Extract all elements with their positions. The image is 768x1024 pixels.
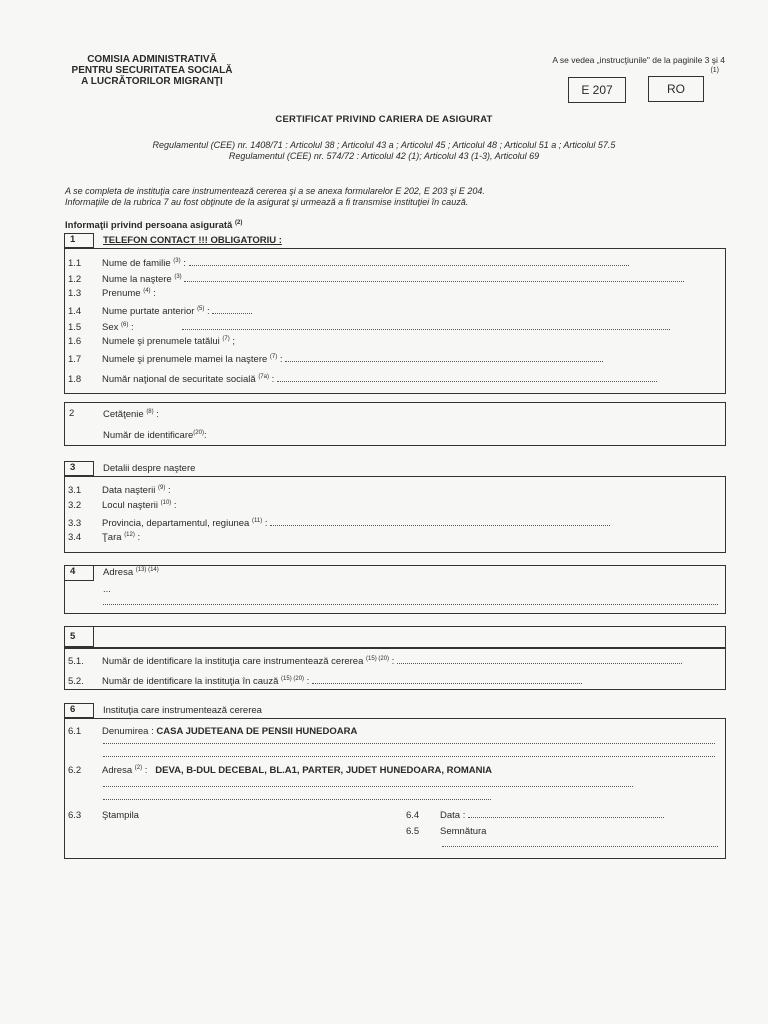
section-4-number: 4 xyxy=(64,565,94,581)
field-1-2-number: 1.2 xyxy=(68,274,82,285)
field-6-4-number: 6.4 xyxy=(406,810,420,821)
address-line[interactable] xyxy=(103,604,718,605)
field-1-3-label: Prenume xyxy=(102,288,141,299)
instructions-footnote: (1) xyxy=(710,67,719,74)
field-1-7-number: 1.7 xyxy=(68,354,82,365)
date-line[interactable] xyxy=(468,808,664,818)
field-1-3[interactable]: 1.3 Prenume $^{(4)}$ : xyxy=(68,288,156,299)
insured-heading xyxy=(65,220,242,231)
field-1-8-sup: (7a) xyxy=(258,374,269,380)
institution-name-value: CASA JUDETEANA DE PENSII HUNEDOARA xyxy=(156,726,358,737)
field-1-1-label: Nume de familie xyxy=(102,258,171,269)
field-6-1-number: 6.1 xyxy=(68,726,82,737)
note-line-2: Informaţiile de la rubrica 7 au fost obţinute de la asigurat şi urmează a fi transmise instituţiei în cauză. xyxy=(65,197,469,207)
field-1-1-number: 1.1 xyxy=(68,258,82,269)
institution-name-line-1[interactable] xyxy=(103,743,715,744)
field-3-2-sup: (10) xyxy=(160,500,172,506)
field-3-4-label: Ţara xyxy=(102,532,122,543)
field-3-1[interactable]: 3.1 Data naşterii $^{(9)}$ : xyxy=(68,485,171,496)
section-6-number: 6 xyxy=(64,703,94,718)
field-1-5[interactable]: 1.5 Sex $^{(6)}$ : xyxy=(68,320,670,333)
field-6-2-sup: (2) xyxy=(134,765,143,771)
field-3-3-label: Provincia, departamentul, regiunea xyxy=(102,518,250,529)
field-1-4-number: 1.4 xyxy=(68,306,82,317)
field-3-3[interactable]: 3.3 Provincia, departamentul, regiunea $^{(11)}$ : xyxy=(68,516,610,529)
citizenship-sup: (8) xyxy=(146,409,154,415)
field-3-2[interactable]: 3.2 Locul naşterii $^{(10)}$ : xyxy=(68,500,177,511)
identification-number-label: Număr de identificare xyxy=(103,430,194,441)
field-1-7-label: Numele şi prenumele mamei la naştere xyxy=(102,354,268,365)
field-5-1-line[interactable] xyxy=(397,654,682,664)
field-1-1-line[interactable] xyxy=(189,256,629,266)
field-1-4-line[interactable] xyxy=(212,304,252,314)
field-1-6-number: 1.6 xyxy=(68,336,82,347)
field-3-2-number: 3.2 xyxy=(68,500,82,511)
institution-address-line-2[interactable] xyxy=(103,799,491,800)
field-1-7[interactable]: 1.7 Numele şi prenumele mamei la naştere $^{(7)}$ : xyxy=(68,352,603,365)
field-1-7-line[interactable] xyxy=(285,352,603,362)
field-1-2-label: Nume la naştere xyxy=(102,274,172,285)
field-1-6[interactable]: 1.6 Numele şi prenumele tatălui $^{(7)}$ ; xyxy=(68,336,236,347)
field-6-3-number: 6.3 xyxy=(68,810,82,821)
field-1-3-sup: (4) xyxy=(143,288,151,294)
field-6-1 xyxy=(68,726,357,737)
institution-address-value: DEVA, B-DUL DECEBAL, BL.A1, PARTER, JUDET HUNEDOARA, ROMANIA xyxy=(155,765,493,776)
field-1-6-label: Numele şi prenumele tatălui xyxy=(102,336,220,347)
field-1-7-sup: (7) xyxy=(269,354,278,360)
field-3-4-number: 3.4 xyxy=(68,532,82,543)
field-1-1-sup: (3) xyxy=(173,258,181,264)
field-3-1-sup: (9) xyxy=(157,485,166,491)
signature-line[interactable] xyxy=(442,846,718,847)
insured-heading-sup: (2) xyxy=(235,220,243,226)
section-1-number: 1 xyxy=(64,233,94,248)
field-3-3-sup: (11) xyxy=(251,518,263,524)
section-4-box xyxy=(64,565,726,614)
field-1-8-line[interactable] xyxy=(277,372,657,382)
identification-number-field[interactable]: Număr de identificare$^{(20)}$: xyxy=(103,430,207,441)
field-3-3-line[interactable] xyxy=(270,516,610,526)
field-3-4[interactable]: 3.4 Ţara $^{(12)}$ : xyxy=(68,532,141,543)
field-3-1-number: 3.1 xyxy=(68,485,82,496)
field-1-2[interactable] xyxy=(68,272,684,285)
stamp-label: Ştampila xyxy=(102,810,139,821)
field-6-1-label: Denumirea : xyxy=(102,726,154,737)
address-sup: (13) (14) xyxy=(135,567,159,573)
field-3-2-label: Locul naşterii xyxy=(102,500,158,511)
section-5-number: 5 xyxy=(64,626,94,647)
citizenship-label: Cetăţenie xyxy=(103,409,144,420)
citizenship-field[interactable]: Cetăţenie $^{(8)}$ : xyxy=(103,409,159,420)
regulation-line-1: Regulamentul (CEE) nr. 1408/71 : Articolul 38 ; Articolul 43 a ; Articolul 45 ; Articolul 48 ; Articolul 51 a ; Articolul 57.5 xyxy=(152,140,616,150)
field-1-3-number: 1.3 xyxy=(68,288,82,299)
section-6-box xyxy=(64,718,726,859)
identification-number-sup: (20) xyxy=(193,430,204,436)
issuer-line-1: COMISIA ADMINISTRATIVĂ xyxy=(87,54,217,65)
field-1-5-line[interactable] xyxy=(182,320,670,330)
field-1-1[interactable]: 1.1 Nume de familie $^{(3)}$ : xyxy=(68,256,629,269)
field-5-2-number: 5.2. xyxy=(68,676,84,687)
field-5-1-sup: (15) (20) xyxy=(366,656,390,662)
field-1-4-sup: (5) xyxy=(197,306,205,312)
country-code-box: RO xyxy=(648,76,704,102)
field-6-4 xyxy=(406,808,664,821)
date-label: Data : xyxy=(440,810,466,821)
field-3-1-label: Data naşterii xyxy=(102,485,156,496)
field-6-2: 6.2 Adresa $^{(2)}$ : DEVA, B-DUL DECEBAL, BL.A1, PARTER, JUDET HUNEDOARA, ROMANIA xyxy=(68,765,493,776)
section-6-title: Instituţia care instrumentează cererea xyxy=(103,705,262,716)
issuer-block xyxy=(66,54,238,87)
section-3-title: Detalii despre naştere xyxy=(103,463,196,474)
field-1-5-number: 1.5 xyxy=(68,322,82,333)
field-3-3-number: 3.3 xyxy=(68,518,82,529)
field-1-5-sup: (6) xyxy=(121,322,129,328)
field-5-2-sup: (15) (20) xyxy=(281,676,305,682)
field-5-2-label: Număr de identificare la instituţia în cauză xyxy=(102,676,279,687)
field-1-5-label: Sex xyxy=(102,322,119,333)
institution-address-line-1[interactable] xyxy=(103,786,633,787)
field-1-2-sup: (3) xyxy=(174,274,182,280)
address-ellipsis: ... xyxy=(103,584,111,595)
address-label: Adresa xyxy=(103,567,134,578)
field-6-2-number: 6.2 xyxy=(68,765,82,776)
field-1-8[interactable]: 1.8 Număr naţional de securitate socială $^{(7a)}$ : xyxy=(68,372,657,385)
form-title: CERTIFICAT PRIVIND CARIERA DE ASIGURAT xyxy=(275,114,493,125)
field-1-8-number: 1.8 xyxy=(68,374,82,385)
field-5-1-number: 5.1. xyxy=(68,656,84,667)
section-5-header-box xyxy=(64,626,726,649)
field-5-2-line[interactable] xyxy=(312,674,582,684)
issuer-line-3: A LUCRĂTORILOR MIGRANŢI xyxy=(81,76,223,87)
regulation-line-2: Regulamentul (CEE) nr. 574/72 : Articolul 42 (1); Articolul 43 (1-3), Articolul 69 xyxy=(228,151,540,161)
field-1-8-label: Număr naţional de securitate socială xyxy=(102,374,256,385)
field-1-4-label: Nume purtate anterior xyxy=(102,306,195,317)
field-5-1[interactable]: 5.1. Număr de identificare la instituţia care instrumentează cererea $^{(15) (20)}$ : xyxy=(68,654,682,667)
field-5-1-label: Număr de identificare la instituţia care instrumentează cererea xyxy=(102,656,364,667)
field-6-3 xyxy=(68,810,139,821)
instructions-note xyxy=(495,55,725,74)
field-1-6-sup: (7) xyxy=(222,336,230,342)
field-6-5 xyxy=(406,826,486,837)
insured-heading-text: Informaţii privind persoana asigurată xyxy=(65,220,233,231)
field-6-5-number: 6.5 xyxy=(406,826,420,837)
section-1-title: TELEFON CONTACT !!! OBLIGATORIU : xyxy=(103,235,282,246)
signature-label: Semnătura xyxy=(440,826,487,837)
field-6-2-label: Adresa xyxy=(102,765,133,776)
section-3-number: 3 xyxy=(64,461,94,476)
field-1-4[interactable]: 1.4 Nume purtate anterior $^{(5)}$ : xyxy=(68,304,252,317)
section-2-number: 2 xyxy=(69,408,75,419)
form-code-box: E 207 xyxy=(568,77,626,103)
instructions-text: A se vedea „instrucţiunile" de la paginile 3 şi 4 xyxy=(552,55,725,65)
issuer-line-2: PENTRU SECURITATEA SOCIALĂ xyxy=(71,65,233,76)
institution-name-line-2[interactable] xyxy=(103,756,715,757)
address-field[interactable] xyxy=(103,567,159,578)
field-1-2-line[interactable] xyxy=(184,272,684,282)
field-5-2[interactable]: 5.2. Număr de identificare la instituţia în cauză $^{(15) (20)}$ : xyxy=(68,674,582,687)
field-3-4-sup: (12) xyxy=(124,532,135,538)
note-line-1: A se completa de instituţia care instrumentează cererea şi a se anexa formularelor E 202, E 203 şi E 204. xyxy=(65,186,485,196)
